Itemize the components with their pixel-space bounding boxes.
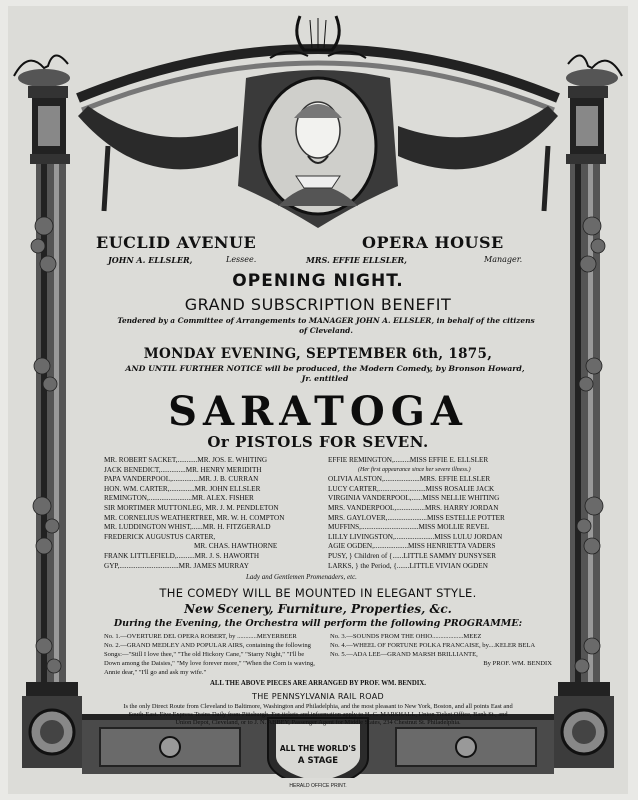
cast-row: PUSY, } Children of {......LITTLE SAMMY DUNSYSER <box>328 551 497 560</box>
cast-row: FREDERICK AUGUSTUS CARTER, <box>104 532 216 541</box>
style-line: THE COMEDY WILL BE MOUNTED IN ELEGANT STYLE. <box>159 586 477 600</box>
cast-row: LUCY CARTER,..........................MISS ROSALIE JACK <box>328 484 495 493</box>
shield-motto-line-2: A STAGE <box>297 756 339 766</box>
cast-row: HON. WM. CARTER,..............MR. JOHN ELLSLER <box>104 484 261 493</box>
printer-imprint: HERALD OFFICE PRINT. <box>289 783 347 789</box>
programme-right <box>330 632 552 668</box>
cast-list-right <box>328 456 550 571</box>
shield-motto-line-1: ALL THE WORLD'S <box>279 744 357 753</box>
cast-row: MRS. GAYLOVER,......................MISS ESTELLE POTTER <box>328 513 505 522</box>
benefit-heading: GRAND SUBSCRIPTION BENEFIT <box>184 295 452 314</box>
cast-row: MR. CHAS. HAWTHORNE <box>194 542 278 551</box>
manager-name: MRS. EFFIE ELLSLER, <box>306 255 407 265</box>
cast-row: LARKS, } the Period, {.......LITTLE VIVIAN OGDEN <box>328 561 488 570</box>
orchestra-line: During the Evening, the Orchestra will perform the following PROGRAMME: <box>113 618 523 629</box>
cast-row: EFFIE REMINGTON,.........MISS EFFIE E. ELLSLER <box>328 456 489 464</box>
railroad-text: Is the only Direct Route from Cleveland to Baltimore, Washington and Philadelphia, and the most pleasant to New York, Boston, and all points East and South-East. Five Express Trains Daily from Pittsburgh. For tickets and information apply to H. C. MARSHALL, Union Ticket Office, Bank St., and Union Depot, Cleveland, or to J. N. ABBEY, Passenger Agent for Middle States, 234 Chestnut St. Philadelphia. <box>123 703 513 727</box>
programme-item: No. 4.—WHEEL OF FORTUNE POLKA FRANCAISE, by....KELER BELA <box>330 642 536 649</box>
play-subtitle: Or PISTOLS FOR SEVEN. <box>207 433 429 451</box>
cast-row: PAPA VANDERPOOL,...............MR. J. B. CURRAN <box>104 475 259 484</box>
programme-left <box>104 632 316 677</box>
programme-item: No. 3.—SOUNDS FROM THE OHIO...................MEEZ <box>330 633 482 640</box>
cast-row: OLIVIA ALSTON,....................MRS. EFFIE ELLSLER <box>328 475 491 484</box>
promenaders-line: Lady and Gentlemen Promenaders, etc. <box>246 573 357 581</box>
lessee-role: Lessee. <box>226 255 257 264</box>
cast-row: AGIE OGDEN,...................MISS HENRIETTA VADERS <box>328 542 496 551</box>
tendered-line: Tendered by a Committee of Arrangements to MANAGER JOHN A. ELLSLER, in behalf of the citizens of Cleveland. <box>117 316 535 335</box>
scenery-line: New Scenery, Furniture, Properties, &c. <box>184 602 452 616</box>
cast-note: (Her first appearance since her severe illness.) <box>358 466 471 473</box>
cast-row: GYP,.................................MR. JAMES MURRAY <box>104 561 249 570</box>
cast-row: MR. CORNELIUS WEATHERTREE, MR. W. H. COMPTON <box>104 513 285 522</box>
railroad-title: THE PENNSYLVANIA RAIL ROAD <box>252 692 384 701</box>
date-line: MONDAY EVENING, SEPTEMBER 6th, 1875, <box>143 346 493 362</box>
manager-role: Manager. <box>484 255 523 264</box>
cast-row: FRANK LITTLEFIELD,..........MR. J. S. HAWORTH <box>104 551 260 560</box>
cast-row: MR. LUDDINGTON WHIST,......MR. H. FITZGERALD <box>104 523 271 532</box>
arranged-line: ALL THE ABOVE PIECES ARE ARRANGED BY PROF. WM. BENDIX. <box>209 680 427 687</box>
cast-row: JACK BENEDICT,..............MR. HENRY MERIDITH <box>104 465 262 474</box>
cast-row: MRS. VANDERPOOL,................MRS. HARRY JORDAN <box>328 503 499 512</box>
programme-item: No. 5.—ADA LEE—GRAND MARSH BRILLIANTE, <box>330 651 478 658</box>
cast-row: REMINGTON,........................MR. ALEX. FISHER <box>104 494 254 503</box>
theatre-name-left: EUCLID AVENUE <box>96 233 257 252</box>
cast-row: SIR MORTIMER MUTTONLEG, MR. J. M. PENDLETON <box>104 503 279 512</box>
programme-item: By PROF. WM. BENDIX <box>483 660 552 667</box>
programme-item: No. 1.—OVERTURE DEL OPERA ROBERT, by ............MEYERBEER <box>104 633 297 640</box>
cast-row: MR. ROBERT SACKET,...........MR. JOS. E. WHITING <box>104 456 268 464</box>
lessee-name: JOHN A. ELLSLER, <box>108 255 193 265</box>
play-title: SARATOGA <box>168 388 468 435</box>
programme-item: No. 2.—GRAND MEDLEY AND POPULAR AIRS, containing the following Songs:—"Still I love thee," "The old Hickory Cane," "Starry Night," "I'll be Down among the Daisies," "My love forever more," "When the Corn is waving, Annie dear," "I'll go and ask my wife." <box>104 642 315 676</box>
theatre-name-right: OPERA HOUSE <box>362 233 504 252</box>
cast-row: LILLY LIVINGSTON,......................MISS LULU JORDAN <box>328 532 503 541</box>
playbill-sheet <box>8 6 628 794</box>
cast-row: VIRGINIA VANDERPOOL,......MISS NELLIE WHITING <box>328 494 500 503</box>
cast-list-left <box>104 456 322 571</box>
produced-line: AND UNTIL FURTHER NOTICE will be produced, the Modern Comedy, by Bronson Howard, Jr. entitled <box>125 364 525 383</box>
cast-row: MUFFINS,................................MISS MOLLIE REVEL <box>328 523 490 532</box>
opening-night-heading: OPENING NIGHT. <box>232 271 404 291</box>
